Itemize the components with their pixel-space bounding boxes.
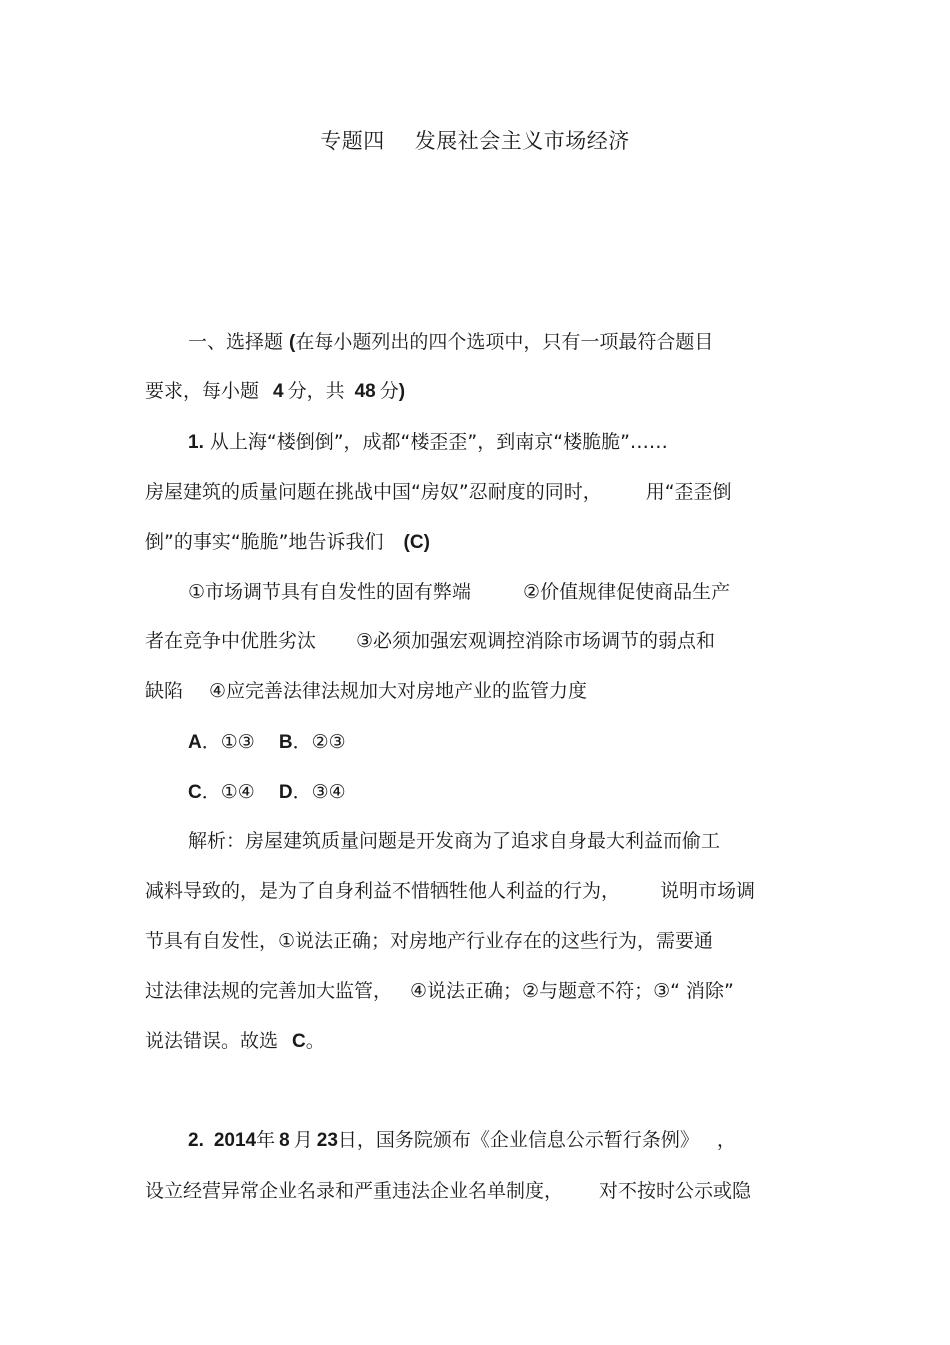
section-heading-line: 一、选择题 (在每小题列出的四个选项中，只有一项最符合题目	[188, 331, 714, 353]
title-subject: 发展社会主义市场经济	[414, 129, 630, 153]
question-1-answer: (C)	[403, 532, 430, 553]
question-1-stem-line-2: 房屋建筑的质量问题在挑战中国“房奴”忍耐度的同时， 用“歪歪倒	[145, 481, 732, 503]
question-1-stem-line-1: 1. 从上海“楼倒倒”，成都“楼歪歪”，到南京“楼脆脆”……	[188, 431, 668, 453]
title-topic: 专题四	[320, 129, 385, 153]
section-heading: 一、选择题	[188, 331, 284, 353]
question-1-number: 1	[188, 432, 199, 453]
question-2-number: 2	[188, 1130, 199, 1151]
page-title	[0, 126, 950, 156]
section-description-line: 要求，每小题 4 分，共 48 分)	[145, 380, 406, 402]
analysis-line-1: 解析：房屋建筑质量问题是开发商为了追求自身最大利益而偷工	[188, 830, 721, 852]
question-1-options-line-1	[188, 577, 810, 607]
analysis-line-3: 节具有自发性，①说法正确；对房地产行业存在的这些行为，需要通	[145, 930, 714, 952]
question-1-options-line-2: 者在竞争中优胜劣汰 ③必须加强宏观调控消除市场调节的弱点和	[145, 630, 716, 652]
question-2-stem-line-2: 设立经营异常企业名录和严重违法企业名单制度， 对不按时公示或隐	[145, 1180, 752, 1202]
score-each: 4	[273, 381, 284, 402]
choice-a-label: A	[188, 732, 202, 753]
choice-b-label: B	[278, 732, 293, 753]
choice-a: ①③	[220, 731, 255, 753]
question-1-stem-line-3: 倒”的事实“脆脆”地告诉我们 (C)	[145, 531, 430, 553]
choice-d: ③④	[311, 781, 346, 803]
choice-b: ②③	[311, 731, 346, 753]
choice-c-label: C	[188, 782, 202, 803]
choice-c: ①④	[220, 781, 255, 803]
question-1-options-line-3: 缺陷 ④应完善法律法规加大对房地产业的监管力度	[145, 680, 588, 702]
choice-d-label: D	[278, 782, 293, 803]
score-total: 48	[354, 381, 376, 402]
section-description: 在每小题列出的四个选项中，只有一项最符合题目	[295, 331, 714, 353]
analysis-line-2: 减料导致的，是为了自身利益不惜牺牲他人利益的行为， 说明市场调	[145, 880, 756, 902]
option-2: ②价值规律促使商品生产	[523, 581, 731, 603]
option-4: ④应完善法律法规加大对房地产业的监管力度	[209, 680, 588, 702]
option-1: ①市场调节具有自发性的固有弊端	[188, 581, 472, 603]
option-3: ③必须加强宏观调控消除市场调节的弱点和	[356, 630, 716, 652]
choices-row-2: C．①④ D．③④	[188, 781, 346, 803]
analysis-line-4: 过法律法规的完善加大监管， ④说法正确；②与题意不符；③“ 消除”	[145, 980, 734, 1002]
choices-row-1: A．①③ B．②③	[188, 731, 346, 753]
question-2-stem-line-1: 2. 2014年 8 月 23日，国务院颁布《企业信息公示暂行条例》 ，	[188, 1129, 736, 1151]
analysis-line-5: 说法错误。故选 C。	[145, 1030, 325, 1052]
analysis-answer: C	[292, 1031, 306, 1052]
